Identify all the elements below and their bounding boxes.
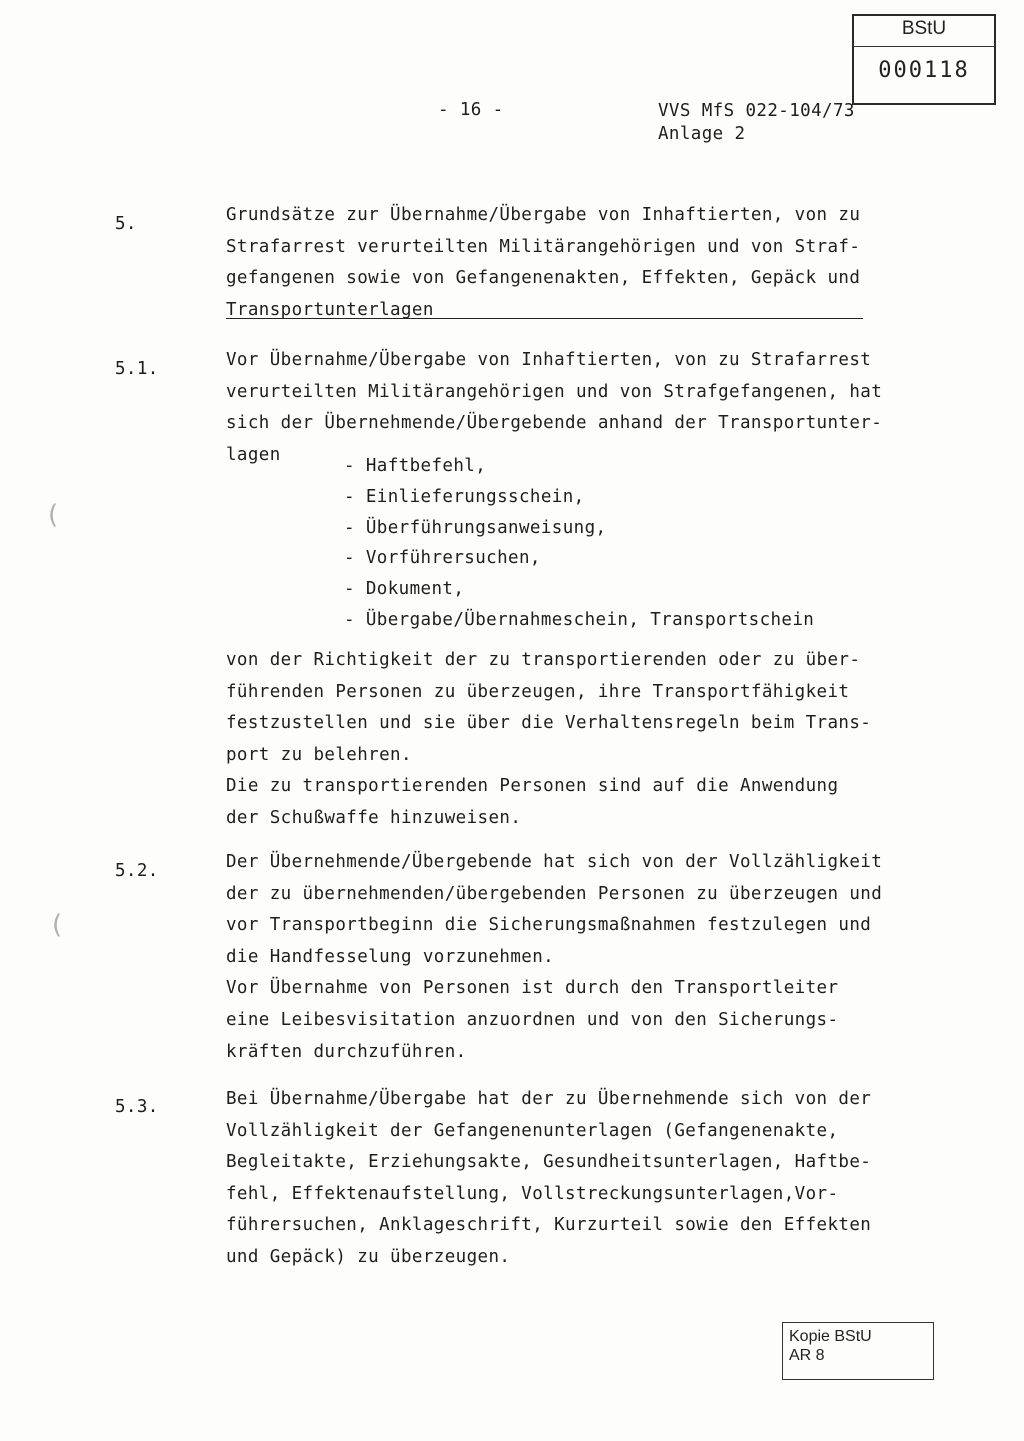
text-line: Begleitakte, Erziehungsakte, Gesundheitsunterlagen, Haftbe- <box>226 1152 872 1173</box>
text-line: die Handfesselung vorzunehmen. <box>226 946 555 967</box>
copy-stamp-line: AR 8 <box>789 1347 825 1364</box>
text-line: fehl, Effektenaufstellung, Vollstreckungsunterlagen,Vor- <box>226 1183 839 1204</box>
section-number: 5.2. <box>115 861 159 881</box>
list-item: - Vorführersuchen, <box>344 548 541 569</box>
list-item: - Dokument, <box>344 579 465 600</box>
stamp-page-number: 000118 <box>878 58 970 83</box>
text-line: vor Transportbeginn die Sicherungsmaßnahmen festzulegen und <box>226 915 872 936</box>
text-line: der zu übernehmenden/übergebenden Personen zu überzeugen und <box>226 883 883 904</box>
annex-line: Anlage 2 <box>658 124 746 144</box>
text-line: Bei Übernahme/Übergabe hat der zu Übernehmende sich von der <box>226 1089 872 1109</box>
text-line: eine Leibesvisitation anzuordnen und von den Sicherungs- <box>226 1009 839 1030</box>
text-line: verurteilten Militärangehörigen und von Strafgefangenen, hat <box>226 381 883 402</box>
page-number: - 16 - <box>438 100 504 120</box>
list-item: - Überführungsanweisung, <box>344 517 607 538</box>
section-heading <box>226 200 860 326</box>
stamp-divider <box>854 46 994 47</box>
text-line: lagen <box>226 444 281 465</box>
list-item: - Übergabe/Übernahmeschein, Transportschein <box>344 609 815 630</box>
margin-mark: ( <box>48 500 59 530</box>
text-line: von der Richtigkeit der zu transportierenden oder zu über- <box>226 650 861 670</box>
text-line: gefangenen sowie von Gefangenenakten, Effekten, Gepäck und <box>226 268 861 289</box>
list-item: - Haftbefehl, <box>344 456 487 476</box>
list-item: - Einlieferungsschein, <box>344 486 585 507</box>
text-line: kräften durchzuführen. <box>226 1041 467 1062</box>
text-line: Vor Übernahme von Personen ist durch den Transportleiter <box>226 978 839 999</box>
copy-stamp <box>782 1322 934 1380</box>
section-paragraph-continued <box>226 645 871 835</box>
document-list <box>344 451 814 636</box>
text-line: Vollzähligkeit der Gefangenenunterlagen (Gefangenenakte, <box>226 1120 839 1141</box>
text-line: port zu belehren. <box>226 744 412 765</box>
text-line: Transportunterlagen <box>226 299 434 320</box>
text-line: führersuchen, Anklageschrift, Kurzurteil sowie den Effekten <box>226 1215 872 1236</box>
stamp-label: BStU <box>901 18 947 39</box>
section-paragraph <box>226 1084 871 1274</box>
text-line: festzustellen und sie über die Verhaltensregeln beim Trans- <box>226 713 872 734</box>
text-line: der Schußwaffe hinzuweisen. <box>226 807 522 828</box>
copy-stamp-line: Kopie BStU <box>789 1328 872 1345</box>
heading-underline <box>226 318 863 319</box>
section-number: 5.3. <box>115 1097 159 1117</box>
text-line: Vor Übernahme/Übergabe von Inhaftierten, von zu Strafarrest <box>226 350 872 370</box>
document-reference <box>658 100 855 146</box>
reference-line: VVS MfS 022-104/73 <box>658 101 855 121</box>
section-number: 5.1. <box>115 359 159 379</box>
text-line: Grundsätze zur Übernahme/Übergabe von Inhaftierten, von zu <box>226 205 861 225</box>
text-line: sich der Übernehmende/Übergebende anhand der Transportunter- <box>226 413 883 434</box>
text-line: Der Übernehmende/Übergebende hat sich von der Vollzähligkeit <box>226 852 883 872</box>
archive-stamp <box>852 14 996 105</box>
section-number: 5. <box>115 214 137 234</box>
section-paragraph <box>226 847 882 1068</box>
text-line: führenden Personen zu überzeugen, ihre Transportfähigkeit <box>226 681 850 702</box>
text-line: Die zu transportierenden Personen sind auf die Anwendung <box>226 776 839 797</box>
text-line: Strafarrest verurteilten Militärangehörigen und von Straf- <box>226 236 861 257</box>
text-line: und Gepäck) zu überzeugen. <box>226 1246 511 1267</box>
margin-mark: ( <box>52 910 63 940</box>
